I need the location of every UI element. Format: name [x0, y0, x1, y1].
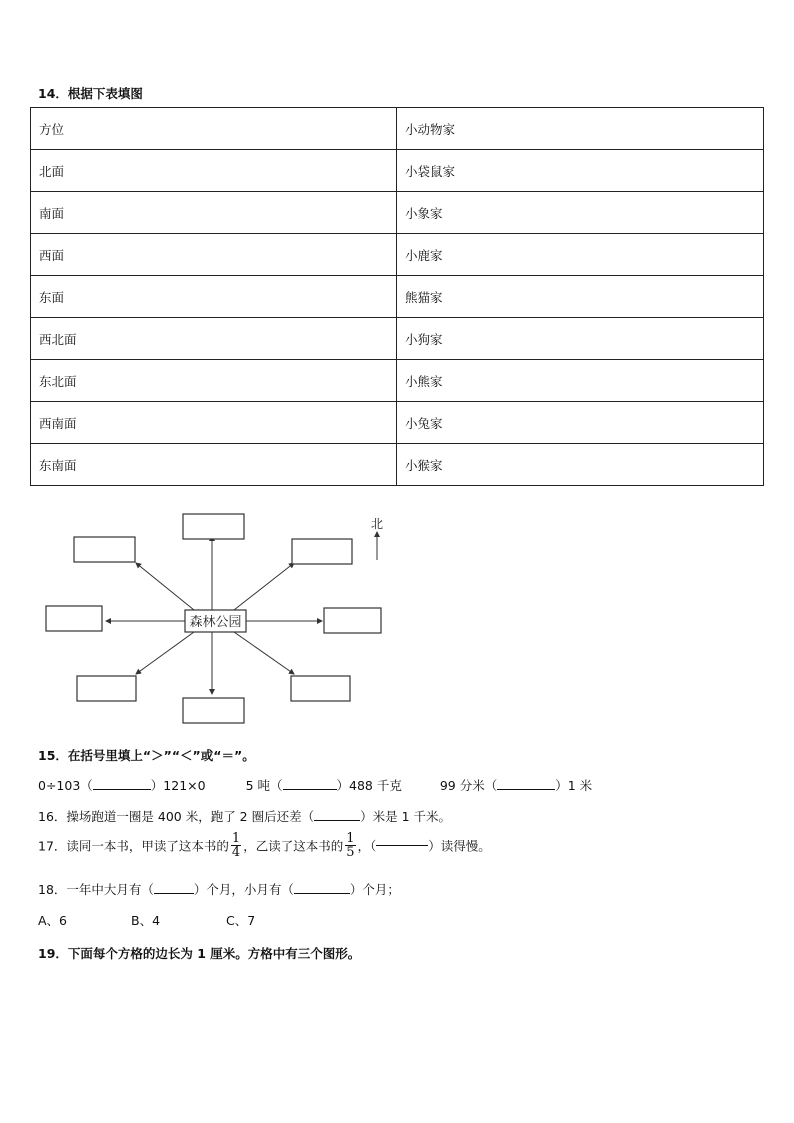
animal-home-cell: 小鹿家 — [397, 234, 764, 276]
animal-home-cell: 小猴家 — [397, 444, 764, 486]
direction-cell: 东南面 — [31, 444, 397, 486]
animal-home-cell: 熊猫家 — [397, 276, 764, 318]
table-row — [31, 192, 764, 234]
answer-box-south — [183, 698, 244, 723]
direction-cell: 北面 — [31, 150, 397, 192]
question-14-title: 14．根据下表填图 — [38, 86, 143, 101]
animal-home-cell: 小兔家 — [397, 402, 764, 444]
direction-cell: 方位 — [31, 108, 397, 150]
table-row — [31, 360, 764, 402]
table-row — [31, 444, 764, 486]
direction-cell: 西面 — [31, 234, 397, 276]
blank-16[interactable] — [314, 820, 360, 821]
center-label: 森林公园 — [189, 615, 242, 630]
table-row — [31, 108, 764, 150]
animal-home-cell: 小狗家 — [397, 318, 764, 360]
blank-17[interactable] — [376, 845, 428, 846]
blank-18-2[interactable] — [294, 893, 350, 894]
blank-15-1[interactable] — [93, 789, 151, 790]
question-19: 19．下面每个方格的边长为 1 厘米。方格中有三个图形。 — [38, 946, 361, 961]
question-16: 16．操场跑道一圈是 400 米，跑了 2 圈后还差（ ）米是 1 千米。 — [38, 809, 452, 824]
question-15-items: 0÷103（ ）121×0 5 吨（ ）488 千克 99 分米（ ）1 米 — [38, 778, 593, 793]
question-15-title: 15．在括号里填上“＞”“＜”或“＝”。 — [38, 748, 255, 763]
answer-box-southwest — [77, 676, 136, 701]
direction-cell: 西南面 — [31, 402, 397, 444]
answer-box-west — [46, 606, 102, 631]
option-c: C、7 — [226, 913, 256, 928]
animal-home-cell: 小象家 — [397, 192, 764, 234]
answer-box-northwest — [74, 537, 135, 562]
table-row — [31, 150, 764, 192]
table-row — [31, 276, 764, 318]
direction-diagram — [44, 508, 394, 724]
option-a: A、6 — [38, 913, 68, 928]
fraction-1-4: $\frac{1}{4}$ — [231, 831, 241, 860]
option-b: B、4 — [131, 913, 161, 928]
table-row — [31, 234, 764, 276]
question-18: 18．一年中大月有（ ）个月，小月有（ ）个月； — [38, 882, 400, 897]
direction-cell: 东面 — [31, 276, 397, 318]
answer-box-northeast — [292, 539, 352, 564]
question-18-options — [38, 911, 255, 929]
blank-15-2[interactable] — [283, 789, 337, 790]
answer-box-southeast — [291, 676, 350, 701]
table-row — [31, 402, 764, 444]
north-label: 北 — [370, 517, 384, 531]
fraction-1-5: $\frac{1}{5}$ — [346, 831, 355, 860]
direction-cell: 西北面 — [31, 318, 397, 360]
animal-home-cell: 小袋鼠家 — [397, 150, 764, 192]
blank-15-3[interactable] — [497, 789, 555, 790]
blank-18-1[interactable] — [154, 893, 194, 894]
direction-cell: 东北面 — [31, 360, 397, 402]
animal-home-cell: 小动物家 — [397, 108, 764, 150]
table-row — [31, 318, 764, 360]
question-17: 17．读同一本书，甲读了这本书的 $\frac{1}{4}$ ，乙读了这本书的 $\frac{1}{5}$ ，（ ）读得慢。 — [38, 831, 491, 860]
direction-table — [30, 107, 764, 486]
answer-box-east — [324, 608, 381, 633]
direction-cell: 南面 — [31, 192, 397, 234]
animal-home-cell: 小熊家 — [397, 360, 764, 402]
answer-box-north — [183, 514, 244, 539]
